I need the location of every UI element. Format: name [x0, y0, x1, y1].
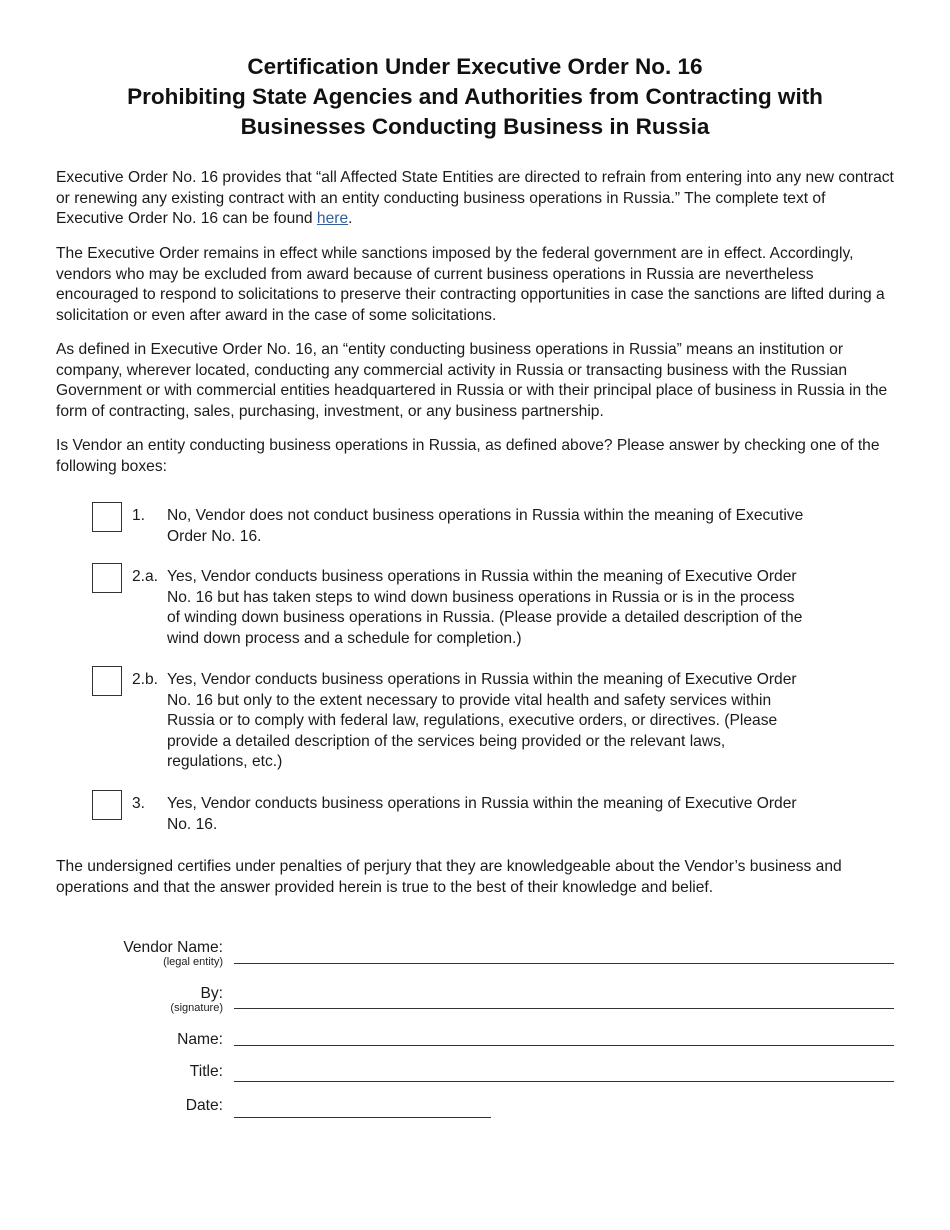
option-number: 1.	[132, 507, 146, 524]
option-3-checkbox[interactable]	[92, 790, 122, 820]
vendor-name-sublabel: (legal entity)	[163, 956, 223, 968]
title-line-1: Certification Under Executive Order No. 16	[247, 54, 703, 79]
vendor-name-field[interactable]	[234, 950, 894, 964]
by-label: By:	[200, 985, 223, 1002]
date-label: Date:	[185, 1097, 223, 1114]
option-2a-checkbox[interactable]	[92, 563, 122, 593]
title-label: Title:	[189, 1063, 223, 1080]
option-number: 2.a.	[132, 568, 159, 585]
title-line-3: Businesses Conducting Business in Russia	[240, 114, 710, 139]
date-field[interactable]	[234, 1104, 491, 1118]
name-row	[0, 1030, 950, 1066]
vendor-name-row	[0, 938, 950, 974]
name-field[interactable]	[234, 1032, 894, 1046]
definition-paragraph: As defined in Executive Order No. 16, an “entity conducting business operations in Russia” means an institution or company, wherever located, conducting any commercial activity in Russia or transacting business with the Russian Government or with commercial entities headquartered in Russia or with their principal place of business in Russia in the form of contracting, sales, purchasing, investment, or any business partnership.	[56, 341, 888, 420]
intro-text-end: .	[348, 210, 353, 228]
title-field[interactable]	[234, 1068, 894, 1082]
by-sublabel: (signature)	[170, 1002, 223, 1014]
option-2a	[92, 563, 812, 653]
option-1-checkbox[interactable]	[92, 502, 122, 532]
name-label: Name:	[177, 1031, 223, 1048]
option-2b	[92, 666, 812, 771]
option-2b-checkbox[interactable]	[92, 666, 122, 696]
option-number: 3.	[132, 795, 146, 812]
title-row	[0, 1062, 950, 1098]
document-title	[0, 52, 950, 142]
date-row	[0, 1096, 950, 1132]
sanctions-paragraph: The Executive Order remains in effect while sanctions imposed by the federal government are in effect. Accordingly, vendors who may be excluded from award because of current business operations in Russia are nevertheless encouraged to respond to solicitations to preserve their contracting opportunities in case the sanctions are lifted during a solicitation or even after award in the case of some solicitations.	[56, 245, 885, 324]
option-text: Yes, Vendor conducts business operations in Russia within the meaning of Executive Order No. 16 but only to the extent necessary to provide vital health and safety services within Russia or to comply with federal law, regulations, executive orders, or directives. (Please provide a detailed description of the services being provided or the relevant laws, regulations, etc.)	[167, 671, 797, 771]
option-text: Yes, Vendor conducts business operations in Russia within the meaning of Executive Order No. 16.	[167, 795, 797, 833]
intro-paragraph	[56, 168, 896, 230]
title-line-2: Prohibiting State Agencies and Authorities from Contracting with	[127, 84, 823, 109]
option-text: No, Vendor does not conduct business operations in Russia within the meaning of Executive Order No. 16.	[167, 507, 804, 545]
certification-paragraph: The undersigned certifies under penalties of perjury that they are knowledgeable about the Vendor’s business and operations and that the answer provided herein is true to the best of their knowledge and belief.	[56, 858, 842, 896]
question-paragraph: Is Vendor an entity conducting business operations in Russia, as defined above? Please answer by checking one of the following boxes:	[56, 437, 880, 475]
executive-order-link[interactable]: here	[316, 210, 349, 228]
intro-text: Executive Order No. 16 provides that “all Affected State Entities are directed to refrain from entering into any new contract or renewing any existing contract with an entity conducting business operations in Russia.” The complete text of Executive Order No. 16 can be found	[56, 169, 894, 228]
by-row	[0, 984, 950, 1020]
option-text: Yes, Vendor conducts business operations in Russia within the meaning of Executive Order No. 16 but has taken steps to wind down business operations in Russia or is in the process of winding down business operations in Russia. (Please provide a detailed description of the wind down process and a schedule for completion.)	[167, 568, 803, 647]
signature-field[interactable]	[234, 995, 894, 1009]
option-number: 2.b.	[132, 671, 159, 688]
vendor-name-label: Vendor Name:	[123, 939, 223, 956]
